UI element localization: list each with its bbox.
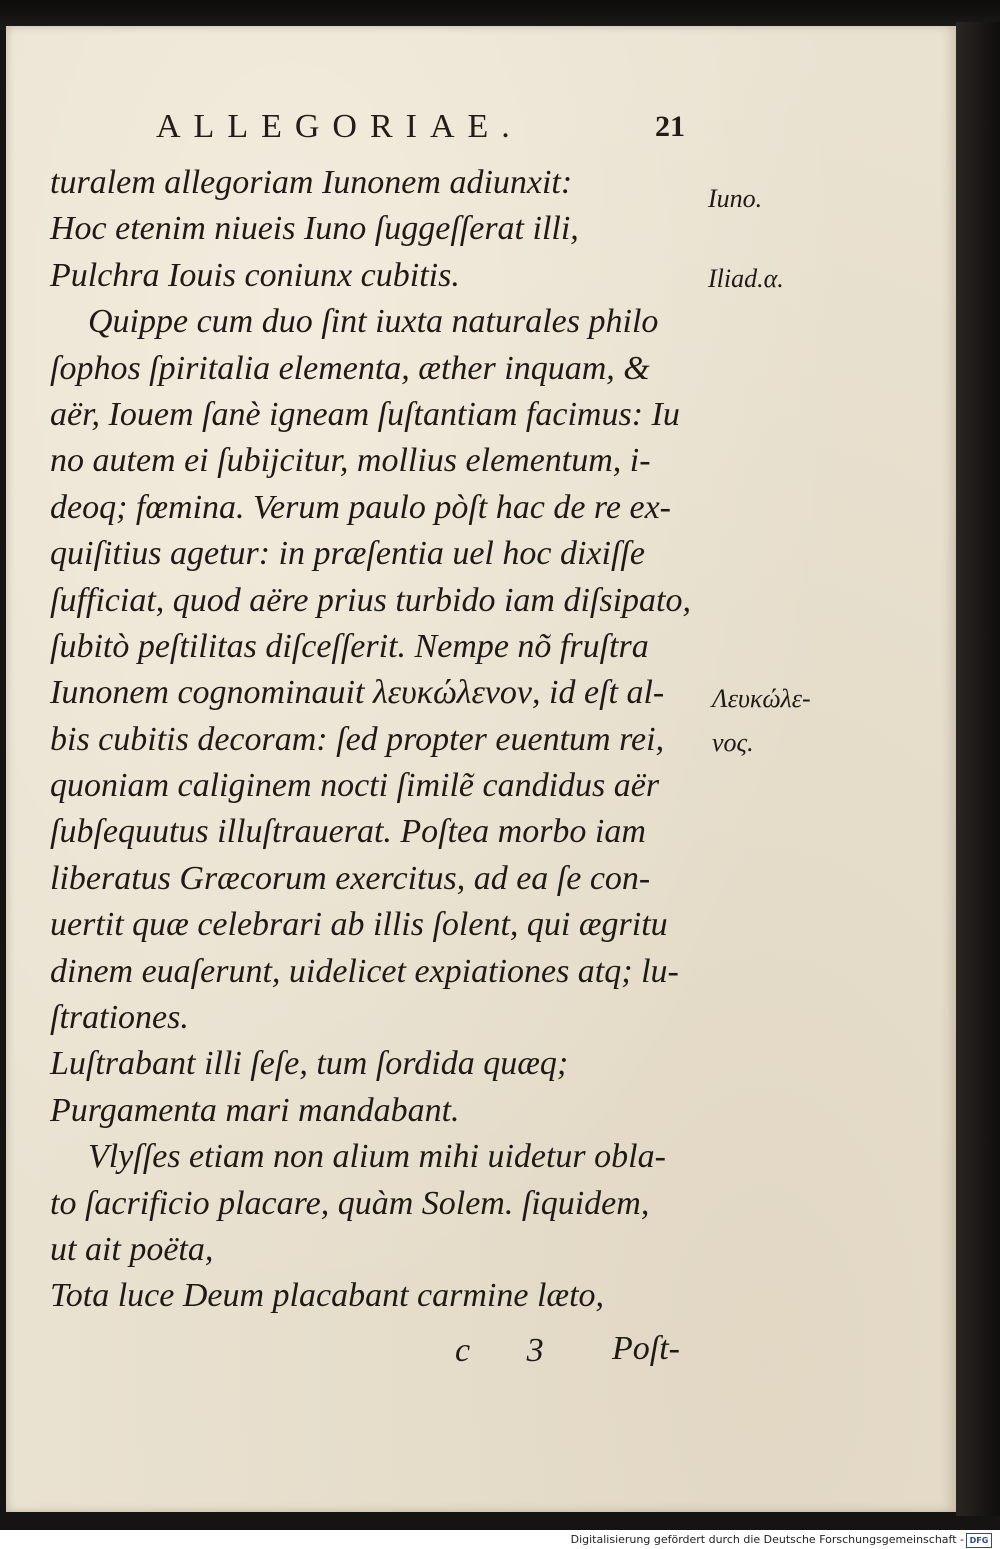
margin-note-leukolenos-continued: νος.: [712, 728, 754, 757]
text-line: Quippe cum duo ſint iuxta naturales philo: [88, 303, 659, 341]
text-line: deoq; fœmina. Verum paulo pòſt hac de re ex-: [50, 488, 671, 526]
text-line: uertit quæ celebrari ab illis ſolent, qui ægritu: [50, 906, 668, 944]
text-line: dinem euaſerunt, uidelicet expiationes atq; lu-: [50, 952, 679, 990]
signature-mark: c 3: [455, 1332, 568, 1369]
text-line: turalem allegoriam Iunonem adiunxit:: [50, 164, 573, 201]
text-line: liberatus Græcorum exercitus, ad ea ſe con-: [50, 859, 651, 897]
text-line: Hoc etenim niueis Iuno ſuggeſſerat illi,: [50, 210, 579, 248]
text-line: quiſitius agetur: in præſentia uel hoc dixiſſe: [50, 535, 645, 573]
margin-note-leukolenos: Λευκώλε-: [712, 684, 811, 713]
text-line: quoniam caliginem nocti ſimilẽ candidus aër: [50, 767, 660, 805]
footer-credit: Digitalisierung gefördert durch die Deutsche Forschungsgemeinschaft -: [570, 1533, 964, 1546]
text-line: no autem ei ſubijcitur, mollius elementum, i-: [50, 442, 651, 480]
page-number: 21: [655, 110, 685, 143]
catchword: Poſt-: [612, 1330, 680, 1367]
text-line: Iunonem cognominauit λευκώλενον, id eſt al-: [50, 674, 665, 712]
text-line: to ſacrificio placare, quàm Solem. ſiquidem,: [50, 1184, 650, 1222]
body-text: [50, 160, 690, 1320]
text-line: Luſtrabant illi ſeſe, tum ſordida quæq;: [50, 1045, 569, 1083]
margin-note-iliad: Iliad.α.: [708, 264, 784, 293]
text-line: bis cubitis decoram: ſed propter euentum rei,: [50, 720, 665, 758]
text-line: Pulchra Iouis coniunx cubitis.: [50, 256, 460, 294]
text-line: ſophos ſpiritalia elementa, æther inquam, &: [50, 349, 650, 387]
text-line: aër, Iouem ſanè igneam ſuſtantiam facimus: Iu: [50, 395, 680, 433]
text-line: ſufficiat, quod aëre prius turbido iam diſsipato,: [50, 581, 691, 619]
running-head: ALLEGORIAE.: [156, 108, 523, 145]
text-line: Tota luce Deum placabant carmine læto,: [50, 1277, 605, 1315]
text-line: ſubſequutus illuſtrauerat. Poſtea morbo iam: [50, 813, 646, 851]
text-line: ſubitò peſtilitas diſceſſerit. Nempe nõ fruſtra: [50, 627, 649, 665]
margin-note-iuno: Iuno.: [708, 184, 763, 213]
dfg-logo-icon: DFG: [966, 1533, 992, 1548]
text-line: Vlyſſes etiam non alium mihi uidetur obla-: [88, 1138, 666, 1176]
text-line: ut ait poëta,: [50, 1230, 214, 1268]
text-line: ſtrationes.: [50, 999, 189, 1037]
text-line: Purgamenta mari mandabant.: [50, 1091, 460, 1129]
book-edge: [956, 22, 1000, 1516]
